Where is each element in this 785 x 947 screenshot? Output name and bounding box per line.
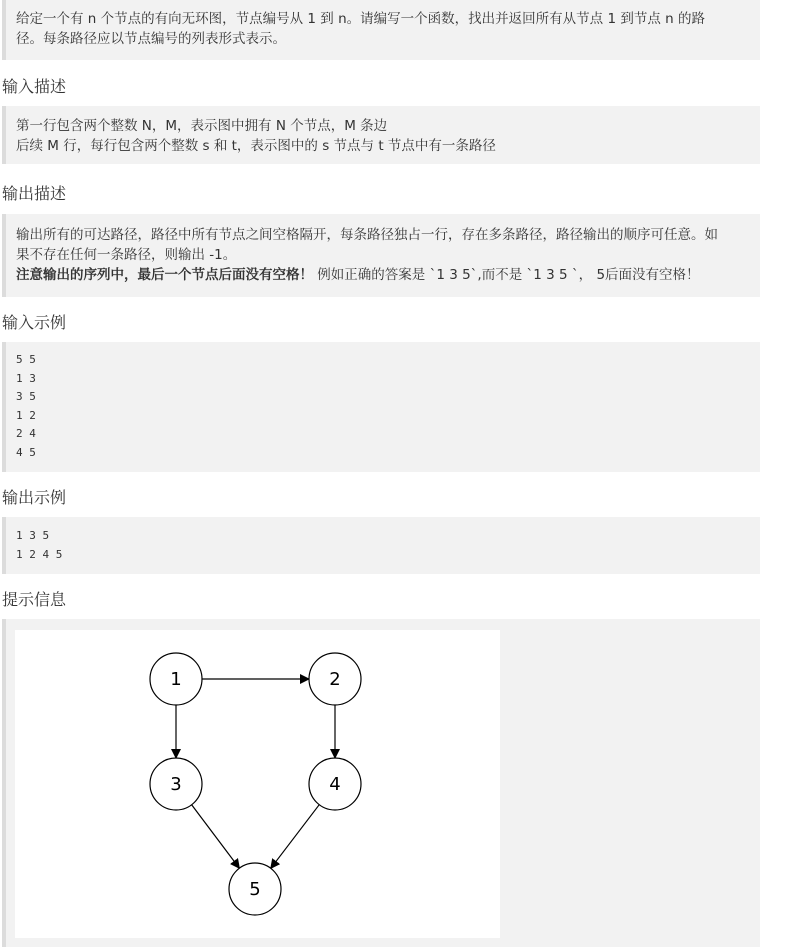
input-description-block <box>2 106 760 164</box>
node-label-4: 4 <box>329 774 341 795</box>
description-line: 给定一个有 n 个节点的有向无环图，节点编号从 1 到 n。请编写一个函数，找出并返回所有从节点 1 到节点 n 的路 <box>16 11 705 27</box>
code-line: 1 3 <box>16 371 36 385</box>
input-description-line: 后续 M 行，每行包含两个整数 s 和 t，表示图中的 s 节点与 t 节点中有一条路径 <box>16 138 496 154</box>
node-label-3: 3 <box>170 774 182 795</box>
output-note-text: 例如正确的答案是 `1 3 5`,而不是 `1 3 5 `， 5后面没有空格！ <box>313 267 700 283</box>
code-line: 1 2 <box>16 408 36 422</box>
output-example-heading: 输出示例 <box>2 488 67 507</box>
edge-4-5 <box>271 805 319 869</box>
code-line: 2 4 <box>16 427 36 440</box>
output-note <box>16 265 744 285</box>
input-description-line: 第一行包含两个整数 N，M，表示图中拥有 N 个节点，M 条边 <box>16 118 388 134</box>
graph-diagram <box>15 630 500 938</box>
output-description-block <box>2 214 760 297</box>
problem-description <box>2 0 760 60</box>
output-example-code <box>2 517 760 574</box>
code-line: 1 3 5 <box>16 529 50 542</box>
input-description-heading: 输入描述 <box>2 77 67 96</box>
graph-svg <box>15 630 500 938</box>
code-line: 1 2 4 5 <box>16 547 63 561</box>
node-label-2: 2 <box>329 669 341 690</box>
node-label-5: 5 <box>249 879 261 900</box>
input-example-code <box>2 342 760 472</box>
edge-3-5 <box>192 805 240 868</box>
output-description-heading: 输出描述 <box>2 184 67 203</box>
code-line: 5 5 <box>16 353 36 366</box>
input-example-heading: 输入示例 <box>2 313 67 332</box>
output-description-line: 果不存在任何一条路径，则输出 -1。 <box>16 247 237 263</box>
node-label-1: 1 <box>170 669 182 690</box>
code-line: 4 5 <box>16 445 36 459</box>
output-description-line: 输出所有的可达路径，路径中所有节点之间空格隔开，每条路径独占一行，存在多条路径，路径输出的顺序可任意。如 <box>16 227 718 243</box>
description-line: 径。每条路径应以节点编号的列表形式表示。 <box>16 31 286 47</box>
hint-heading: 提示信息 <box>2 590 67 609</box>
output-note-bold: 注意输出的序列中，最后一个节点后面没有空格！ <box>16 267 313 283</box>
code-line: 3 5 <box>16 390 36 403</box>
